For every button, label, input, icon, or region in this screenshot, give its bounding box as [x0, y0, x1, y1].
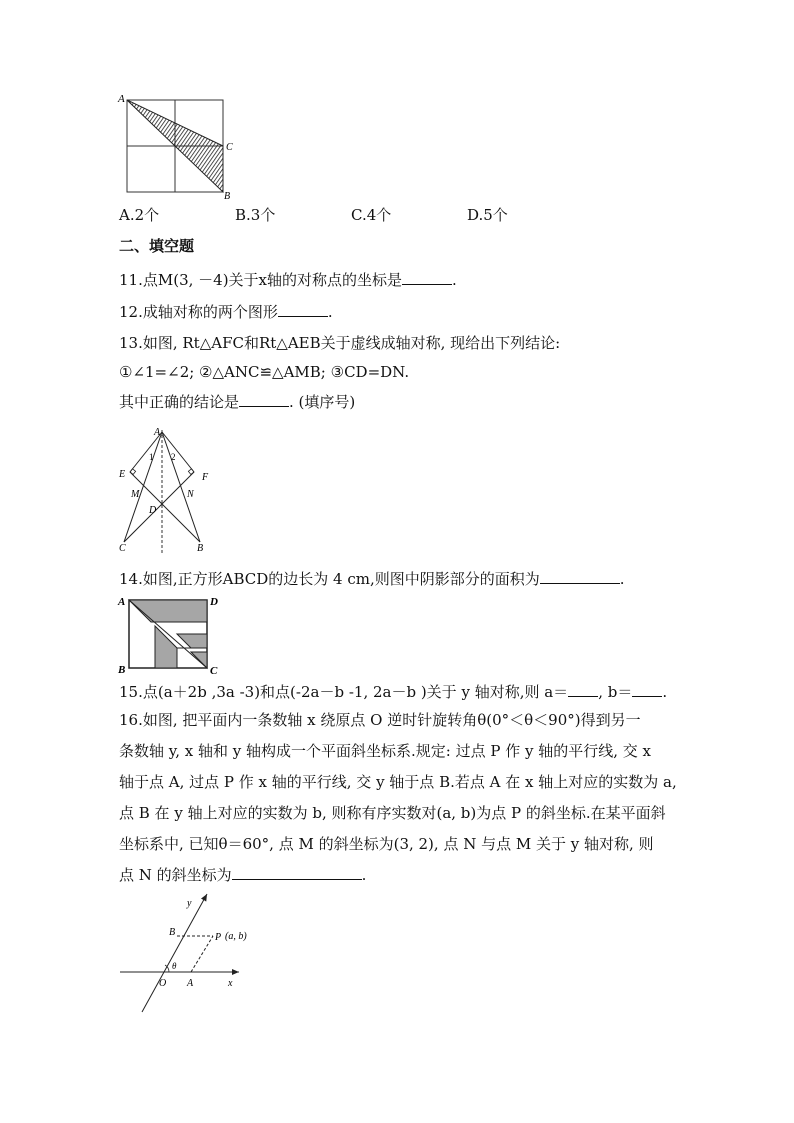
- label-D: D: [210, 596, 218, 608]
- label-x: x: [228, 978, 233, 989]
- question-16-line5: 坐标系中, 已知θ＝60°, 点 M 的斜坐标为(3, 2), 点 N 与点 M 关于 y 轴对称, 则: [119, 835, 654, 853]
- figure-q14-square: [115, 592, 220, 677]
- figure-q13: [110, 422, 225, 557]
- label-A: A: [187, 978, 194, 989]
- q16-blank: [232, 865, 362, 880]
- q11-blank: [402, 270, 452, 285]
- q14-end: .: [619, 570, 625, 588]
- question-16-line2: 条数轴 y, x 轴和 y 轴构成一个平面斜坐标系.规定: 过点 P 作 y 轴的平行线, 交 x: [119, 742, 652, 760]
- label-B: B: [169, 927, 176, 938]
- label-P: P: [215, 932, 222, 943]
- q13-blank: [239, 392, 289, 407]
- label-C: C: [226, 142, 233, 153]
- question-11: [119, 270, 457, 290]
- q12-text: 12.成轴对称的两个图形: [119, 303, 278, 321]
- figure-q10-grid: [115, 92, 245, 200]
- label-A: A: [118, 93, 125, 105]
- label-M: M: [131, 489, 140, 500]
- question-13-line1: 13.如图, Rt△AFC和Rt△AEB关于虚线成轴对称, 现给出下列结论:: [119, 334, 561, 352]
- q11-text: 11.点M(3, －4)关于x轴的对称点的坐标是: [119, 271, 403, 289]
- label-B: B: [197, 543, 204, 554]
- label-A: A: [118, 596, 126, 608]
- q16-text: 点 N 的斜坐标为: [119, 866, 232, 884]
- q16-end: .: [361, 866, 367, 884]
- option-c: C.4个: [351, 206, 392, 224]
- q14-text: 14.如图,正方形ABCD的边长为 4 cm,则图中阴影部分的面积为: [119, 570, 540, 588]
- label-C: C: [210, 665, 218, 677]
- question-14: [119, 569, 625, 589]
- question-13-line3: [119, 392, 355, 412]
- q12-blank: [278, 302, 328, 317]
- label-1: 1: [149, 452, 154, 462]
- label-N: N: [187, 489, 194, 500]
- question-12: [119, 302, 333, 322]
- option-a: A.2个: [119, 206, 160, 224]
- q13-end: . (填序号): [289, 393, 356, 411]
- q12-end: .: [327, 303, 333, 321]
- q15-mid: , b＝: [598, 683, 633, 701]
- q15-text: 15.点(a＋2b ,3a -3)和点(-2a－b -1, 2a－b )关于 y 轴对称,则 a＝: [119, 683, 569, 701]
- label-ab: (a, b): [225, 931, 247, 942]
- label-D: D: [149, 505, 157, 516]
- q11-end: .: [452, 271, 457, 289]
- section-title: 二、填空题: [119, 237, 195, 255]
- q15-blank-b: [632, 682, 662, 697]
- label-C: C: [119, 543, 126, 554]
- question-16-line6: [119, 865, 366, 885]
- option-b: B.3个: [235, 206, 276, 224]
- label-E: E: [119, 469, 126, 480]
- label-y: y: [187, 898, 192, 909]
- label-B: B: [224, 191, 231, 200]
- q15-blank-a: [568, 682, 598, 697]
- figure-q16-oblique-axes: [115, 888, 275, 1018]
- question-16-line3: 轴于点 A, 过点 P 作 x 轴的平行线, 交 y 轴于点 B.若点 A 在 x 轴上对应的实数为 a,: [119, 773, 677, 791]
- question-16-line4: 点 B 在 y 轴上对应的实数为 b, 则称有序实数对(a, b)为点 P 的斜坐标.在某平面斜: [119, 804, 666, 822]
- label-F: F: [202, 472, 209, 483]
- q14-blank: [540, 569, 620, 584]
- question-16-line1: 16.如图, 把平面内一条数轴 x 绕原点 O 逆时针旋转角θ(0°＜θ＜90°)得到另一: [119, 711, 641, 729]
- q15-end: .: [662, 683, 668, 701]
- label-A: A: [154, 427, 161, 438]
- question-15: [119, 682, 667, 702]
- option-d: D.5个: [467, 206, 508, 224]
- label-2: 2: [171, 452, 176, 462]
- label-O: O: [159, 978, 167, 989]
- label-B: B: [118, 664, 126, 676]
- question-13-line2: ①∠1=∠2; ②△ANC≌△AMB; ③CD=DN.: [119, 363, 410, 381]
- q13-text: 其中正确的结论是: [119, 393, 240, 411]
- label-theta: θ: [172, 961, 177, 971]
